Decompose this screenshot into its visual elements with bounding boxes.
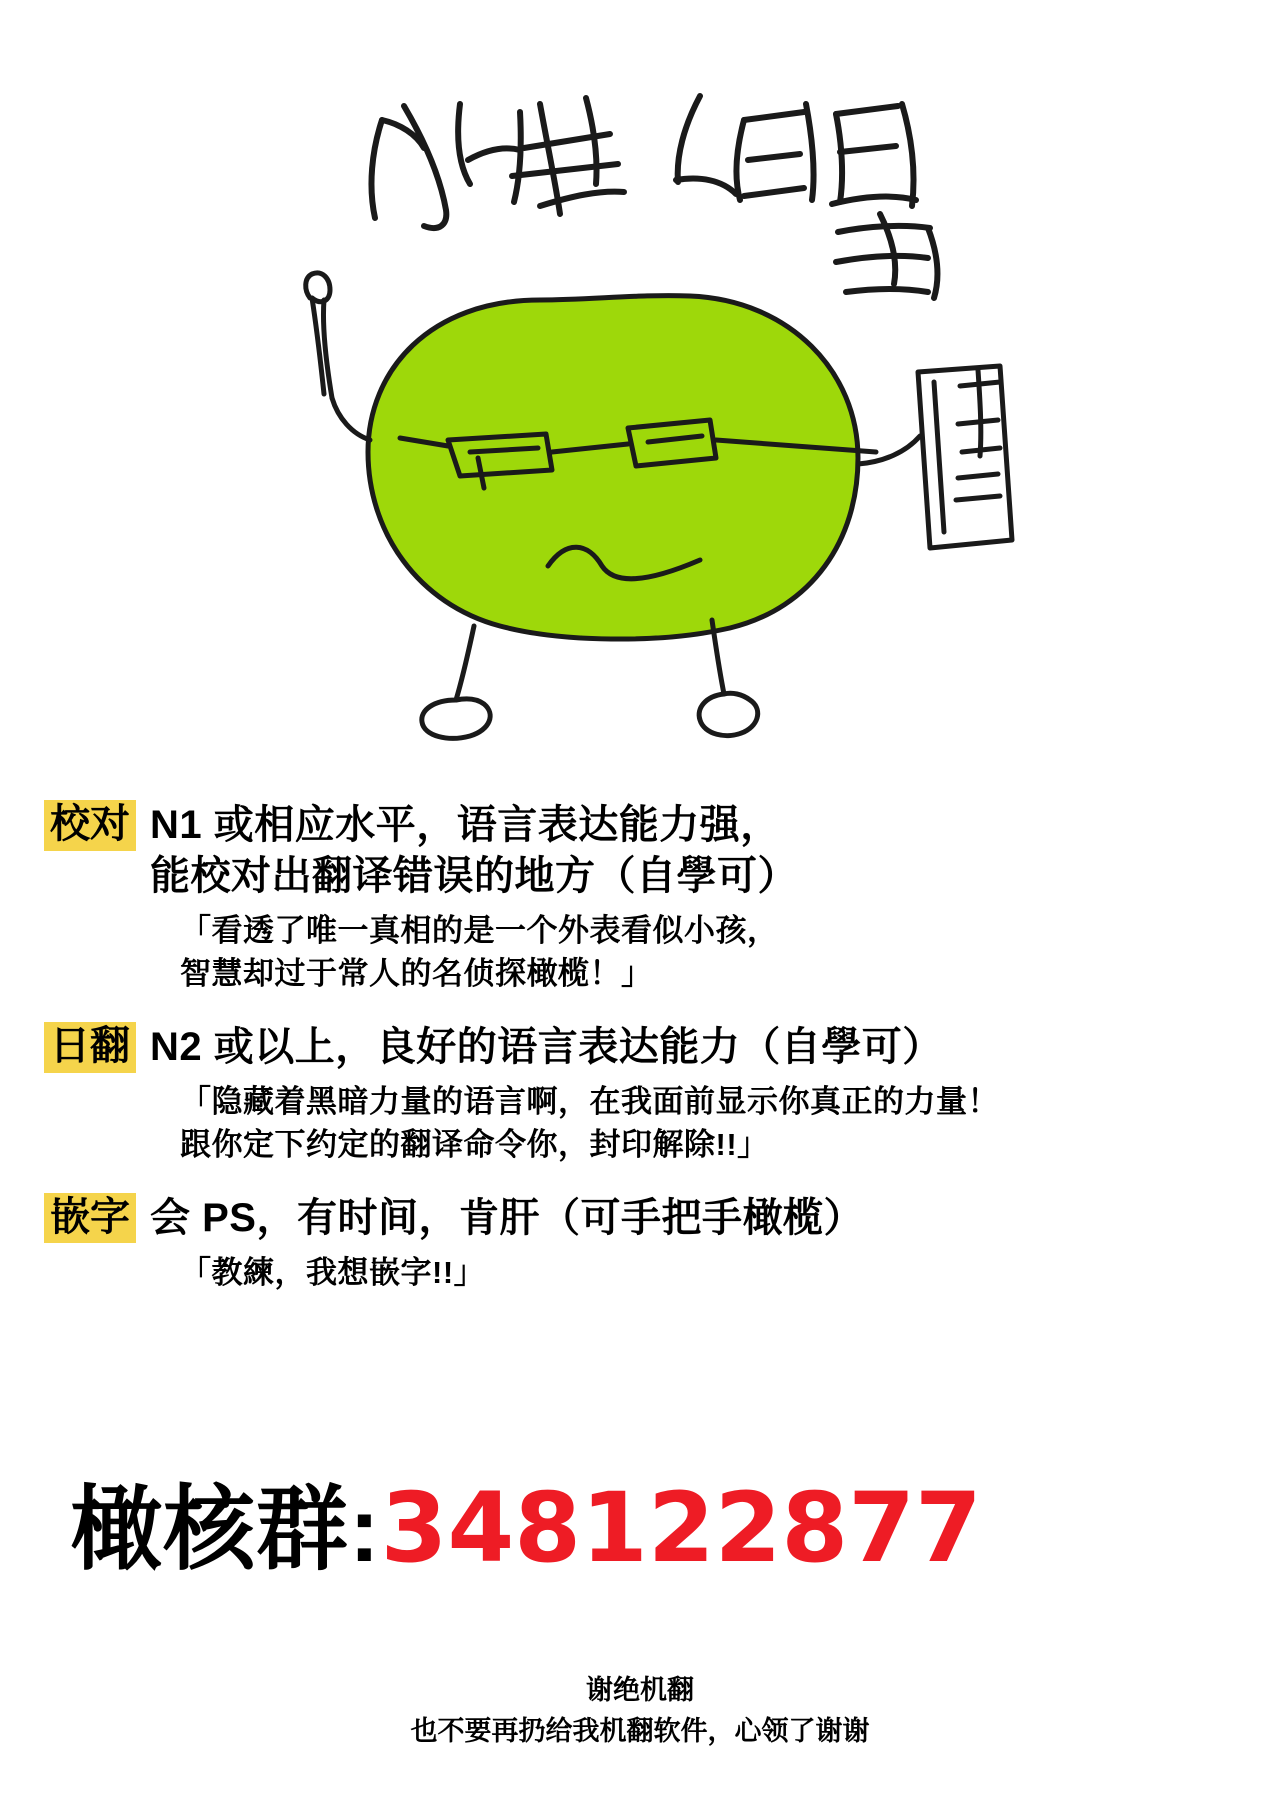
role-quote [180, 910, 1244, 996]
role-requirement [150, 1022, 943, 1073]
role-quote [180, 1252, 1244, 1295]
role-quote-line: 智慧却过于常人的名侦探橄榄！」 [180, 956, 653, 992]
role-requirement [150, 1193, 864, 1244]
role-header [44, 1022, 1244, 1073]
role-tag: 校对 [44, 800, 136, 851]
mascot-body [368, 296, 858, 639]
role-quote [180, 1081, 1244, 1167]
group-label: 橄核群: [70, 1479, 381, 1581]
role-quote-line: 跟你定下约定的翻译命令你，封印解除!!」 [180, 1126, 769, 1162]
roles-list [44, 800, 1244, 1321]
group-contact [70, 1472, 982, 1584]
illustration [0, 0, 1280, 770]
role-requirement [150, 800, 798, 902]
role-japanese-translator [44, 1022, 1244, 1167]
role-requirement-line: N2 或以上，良好的语言表达能力（自學可） [150, 1024, 943, 1069]
role-requirement-line: N1 或相应水平，语言表达能力强， [150, 803, 781, 847]
role-quote-line: 「看透了唯一真相的是一个外表看似小孩， [180, 913, 779, 949]
role-header [44, 800, 1244, 902]
footer-line-1: 谢绝机翻 [586, 1675, 694, 1705]
footer-note [0, 1670, 1280, 1751]
handwritten-title-icon [371, 96, 937, 298]
role-typesetter [44, 1193, 1244, 1295]
footer-line-2: 也不要再扔给我机翻软件，心领了谢谢 [410, 1715, 870, 1746]
role-requirement-line: 会 PS，有时间，肯肝（可手把手橄榄） [150, 1195, 864, 1240]
role-proofreader [44, 800, 1244, 996]
role-requirement-line: 能校对出翻译错误的地方（自學可） [150, 854, 798, 899]
role-tag: 日翻 [44, 1022, 136, 1073]
role-quote-line: 「教練，我想嵌字!!」 [180, 1254, 486, 1290]
role-quote-line: 「隐藏着黑暗力量的语言啊，在我面前显示你真正的力量！ [180, 1084, 999, 1120]
role-header [44, 1193, 1244, 1244]
group-number: 348122877 [380, 1472, 982, 1584]
role-tag: 嵌字 [44, 1193, 136, 1244]
